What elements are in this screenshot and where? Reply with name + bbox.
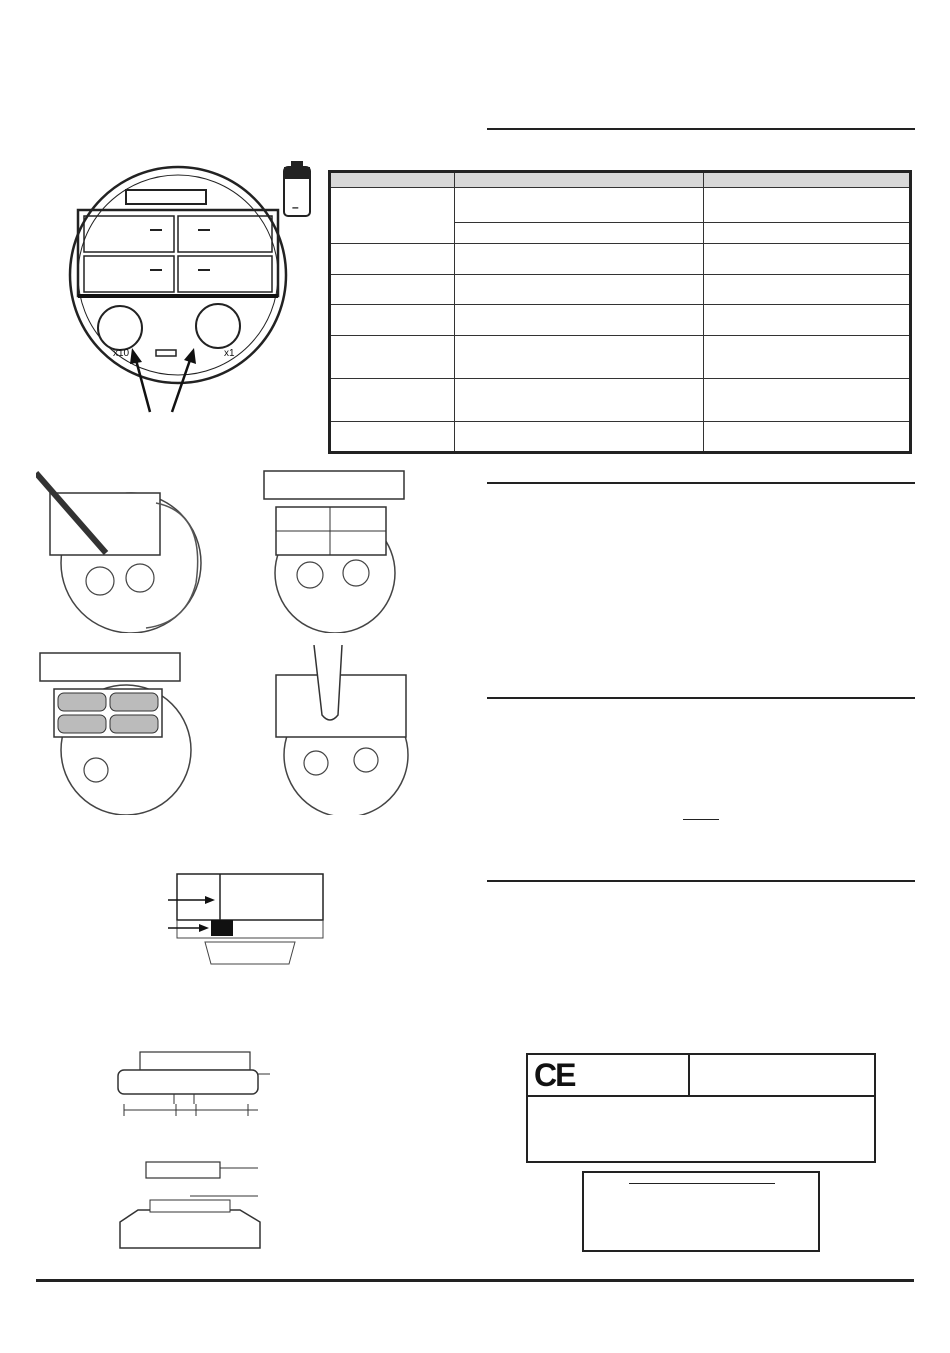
spec-header-cell (704, 172, 911, 188)
label-position-diagram (165, 872, 325, 968)
table-cell (330, 243, 455, 274)
detector-side-view-diagram (110, 1050, 272, 1250)
table-cell (330, 379, 455, 422)
table-row (330, 305, 911, 336)
dial-x1-label: x1 (224, 348, 235, 359)
warning-box (582, 1171, 820, 1252)
warning-heading-underline (629, 1183, 775, 1184)
spec-header-cell (330, 172, 455, 188)
step-insert-batteries-illustration (36, 645, 212, 815)
table-cell (455, 379, 704, 422)
table-row (330, 379, 911, 422)
section-rule-1 (487, 128, 915, 130)
ce-marking-box (526, 1053, 876, 1163)
step-open-compartment-illustration (260, 463, 426, 633)
table-row (330, 243, 911, 274)
step-remove-cover-illustration (36, 463, 212, 633)
table-cell (455, 243, 704, 274)
step-close-cover-illustration (266, 645, 426, 815)
underline-mark (683, 819, 719, 820)
dial-x10-label: x10 (113, 348, 130, 359)
battery-icon (282, 160, 312, 218)
table-row (330, 336, 911, 379)
table-cell (704, 305, 911, 336)
table-cell (704, 243, 911, 274)
ce-mark-cell (528, 1055, 690, 1097)
table-cell (704, 274, 911, 305)
table-row (330, 274, 911, 305)
table-cell (704, 188, 911, 223)
footer-rule (36, 1279, 914, 1282)
table-cell (330, 336, 455, 379)
table-cell (704, 379, 911, 422)
section-rule-2 (487, 482, 915, 484)
spec-table (328, 170, 912, 454)
section-rule-4 (487, 880, 915, 882)
spec-header-cell (455, 172, 704, 188)
table-cell (330, 422, 455, 453)
table-cell (455, 422, 704, 453)
table-cell (455, 223, 704, 244)
spec-table-header (330, 172, 911, 188)
table-cell (455, 274, 704, 305)
table-row (330, 188, 911, 223)
table-cell (330, 274, 455, 305)
table-cell (330, 305, 455, 336)
table-cell (704, 336, 911, 379)
table-cell (455, 336, 704, 379)
table-cell (455, 305, 704, 336)
table-cell (704, 223, 911, 244)
table-cell (455, 188, 704, 223)
table-cell (704, 422, 911, 453)
section-rule-3 (487, 697, 915, 699)
battery-minus-sign: – (292, 200, 299, 214)
table-cell (330, 188, 455, 243)
ce-info-cell (688, 1055, 874, 1097)
table-row (330, 422, 911, 453)
ce-mark: CE (534, 1057, 575, 1093)
